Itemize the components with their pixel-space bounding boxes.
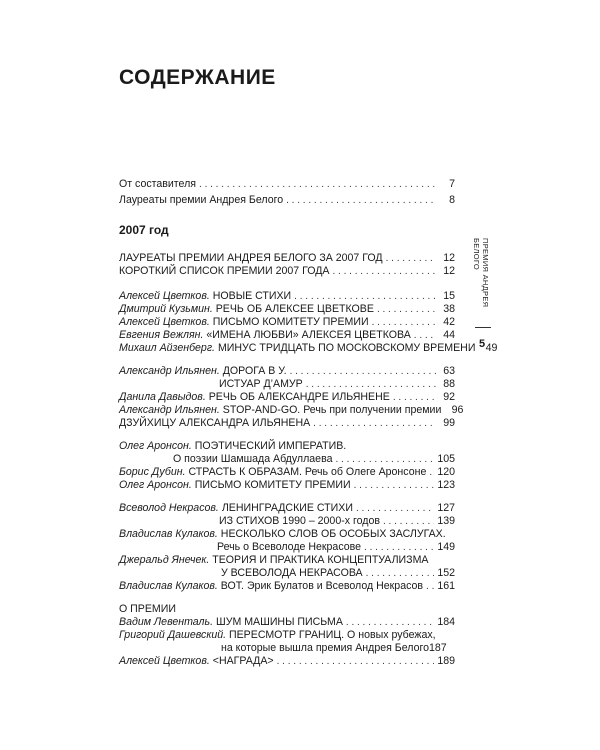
toc-page-number: 38 — [443, 303, 455, 315]
section-heading: 2007 год — [119, 223, 169, 237]
toc-entry-title: НЕСКОЛЬКО СЛОВ ОБ ОСОБЫХ ЗАСЛУГАХ. — [217, 528, 446, 540]
toc-group — [119, 440, 455, 492]
toc-entry-title: ЛЕНИНГРАДСКИЕ СТИХИ — [218, 502, 353, 514]
leader-dots — [386, 252, 436, 265]
toc-entry-title: МИНУС ТРИДЦАТЬ ПО МОСКОВСКОМУ ВРЕМЕНИ — [215, 342, 476, 354]
toc-entry[interactable] — [119, 616, 455, 629]
toc-entry[interactable] — [119, 265, 455, 278]
running-head-rule — [475, 327, 491, 328]
leader-dots — [372, 316, 436, 329]
toc-page-number: 149 — [437, 541, 455, 553]
toc-entry[interactable] — [119, 453, 455, 466]
toc-entry[interactable] — [119, 567, 455, 580]
leader-dots — [364, 541, 434, 554]
leader-dots — [335, 453, 434, 466]
toc-entry-author: Алексей Цветков. — [119, 655, 210, 667]
toc-entry-author: Александр Ильянен. — [119, 365, 220, 377]
toc-entry-title: ИСТУАР Д’АМУР — [219, 378, 303, 390]
toc-group-heading — [119, 603, 455, 616]
toc-entry-title: ПОЭТИЧЕСКИЙ ИМПЕРАТИВ. — [191, 440, 347, 452]
toc-entry[interactable] — [119, 417, 455, 430]
toc-group — [119, 365, 464, 430]
toc-page-number: 189 — [437, 655, 455, 667]
toc-entry[interactable] — [119, 541, 455, 554]
toc-page-number: 44 — [443, 329, 455, 341]
toc-entry-title: ВОТ. Эрик Булатов и Всеволод Некрасов — [217, 580, 424, 592]
toc-page-number: 42 — [443, 316, 455, 328]
toc-entry-title: СТРАСТЬ К ОБРАЗАМ. Речь об Олеге Аронсоне — [185, 466, 427, 478]
toc-entry-title: <НАГРАДА> — [209, 655, 274, 667]
toc-entry[interactable] — [119, 479, 455, 492]
toc-entry-title: ИЗ СТИХОВ 1990 – 2000-х годов — [219, 515, 380, 527]
toc-page-number: 63 — [443, 365, 455, 377]
leader-dots — [366, 567, 435, 580]
leader-dots — [290, 365, 436, 378]
leader-dots — [199, 178, 436, 191]
leader-dots — [294, 290, 436, 303]
toc-entry-title: ДЗУЙХИЦУ АЛЕКСАНДРА ИЛЬЯНЕНА — [119, 417, 311, 429]
toc-entry-author: Алексей Цветков. — [119, 316, 210, 328]
toc-entry[interactable] — [119, 440, 455, 453]
toc-page-number: 8 — [449, 194, 455, 206]
page-title: СОДЕРЖАНИЕ — [119, 66, 276, 89]
toc-group — [119, 502, 455, 593]
toc-entry-title: РЕЧЬ ОБ АЛЕКСЕЕ ЦВЕТКОВЕ — [212, 303, 374, 315]
toc-entry-title: ПИСЬМО КОМИТЕТУ ПРЕМИИ — [191, 479, 351, 491]
toc-entry-author: Александр Ильянен. — [119, 404, 220, 416]
toc-entry[interactable] — [119, 378, 455, 391]
toc-entry[interactable] — [119, 502, 455, 515]
toc-group-heading-text: О ПРЕМИИ — [119, 603, 176, 615]
toc-entry-title: ТЕОРИЯ И ПРАКТИКА КОНЦЕПТУАЛИЗМА — [209, 554, 429, 566]
toc-entry-title: Речь о Всеволоде Некрасове — [217, 541, 362, 553]
toc-entry-title: От составителя — [119, 178, 197, 190]
toc-entry-author: Евгения Вежлян. — [119, 329, 204, 341]
toc-front — [119, 178, 455, 207]
leader-dots — [332, 265, 436, 278]
toc-entry-author: Владислав Кулаков. — [119, 528, 218, 540]
toc-entry-title: У ВСЕВОЛОДА НЕКРАСОВА — [221, 567, 363, 579]
toc-entry-title: ПЕРЕСМОТР ГРАНИЦ. О новых рубежах, — [226, 629, 436, 641]
toc-page-number: 161 — [437, 580, 455, 592]
toc-entry[interactable] — [119, 466, 455, 479]
toc-entry-author: Дмитрий Кузьмин. — [119, 303, 213, 315]
toc-page-number: 12 — [443, 252, 455, 264]
toc-entry-title: РЕЧЬ ОБ АЛЕКСАНДРЕ ИЛЬЯНЕНЕ — [205, 391, 390, 403]
toc-entry[interactable] — [119, 194, 455, 207]
toc-entry-author: Григорий Дашевский. — [119, 629, 227, 641]
leader-dots — [414, 329, 436, 342]
toc-entry[interactable] — [119, 629, 455, 642]
toc-entry[interactable] — [119, 290, 455, 303]
leader-dots — [356, 502, 434, 515]
leader-dots — [426, 580, 434, 593]
toc-entry-author: Всеволод Некрасов. — [119, 502, 219, 514]
toc-entry-title: ДОРОГА В У. — [219, 365, 287, 377]
toc-page-number: 152 — [437, 567, 455, 579]
toc-entry-title: Лауреаты премии Андрея Белого — [119, 194, 284, 206]
toc-entry-title: НОВЫЕ СТИХИ — [209, 290, 292, 302]
leader-dots — [393, 391, 436, 404]
toc-entry-author: Олег Аронсон. — [119, 479, 192, 491]
toc-entry-title: «ИМЕНА ЛЮБВИ» АЛЕКСЕЯ ЦВЕТКОВА — [203, 329, 411, 341]
toc-page-number: 187 — [429, 642, 447, 654]
running-head: ПРЕМИЯ АНДРЕЯ БЕЛОГО — [472, 238, 490, 308]
toc-entry[interactable] — [119, 580, 455, 593]
leader-dots — [429, 466, 434, 479]
toc-page-number: 12 — [443, 265, 455, 277]
toc-entry[interactable] — [119, 342, 498, 355]
toc-page-number: 96 — [451, 404, 464, 416]
toc-entry[interactable] — [119, 404, 464, 417]
toc-entry-title: КОРОТКИЙ СПИСОК ПРЕМИИ 2007 ГОДА — [119, 265, 330, 277]
toc-entry-title: О поэзии Шамшада Абдуллаева — [173, 453, 333, 465]
toc-entry[interactable] — [119, 365, 455, 378]
toc-page-number: 7 — [449, 178, 455, 190]
toc-entry[interactable] — [119, 655, 455, 668]
toc-entry[interactable] — [119, 391, 455, 404]
toc-page-number: 123 — [437, 479, 455, 491]
toc-page-number: 120 — [437, 466, 455, 478]
toc-group — [119, 290, 498, 355]
leader-dots — [377, 303, 436, 316]
toc-entry-author: Олег Аронсон. — [119, 440, 192, 452]
toc-entry-title: ЛАУРЕАТЫ ПРЕМИИ АНДРЕЯ БЕЛОГО ЗА 2007 ГОД — [119, 252, 383, 264]
toc-entry-author: Вадим Левенталь. — [119, 616, 214, 628]
toc-group — [119, 252, 455, 278]
toc-entry-author: Михаил Айзенберг. — [119, 342, 215, 354]
leader-dots — [354, 479, 435, 492]
toc-entry-title: STOP-AND-GO. Речь при получении премии — [219, 404, 442, 416]
toc-group — [119, 603, 455, 668]
toc-entry-author: Алексей Цветков. — [119, 290, 210, 302]
toc-entry[interactable] — [119, 642, 455, 655]
toc-page-number: 105 — [437, 453, 455, 465]
toc-entry[interactable] — [119, 528, 455, 541]
toc-entry-title: на которые вышла премия Андрея Белого — [221, 642, 429, 654]
toc-entry-author: Данила Давыдов. — [119, 391, 206, 403]
leader-dots — [306, 378, 436, 391]
toc-page-number: 15 — [443, 290, 455, 302]
toc-page-number: 184 — [437, 616, 455, 628]
toc-entry-author: Джеральд Янечек. — [119, 554, 210, 566]
toc-entry[interactable] — [119, 252, 455, 265]
toc-entry-author: Владислав Кулаков. — [119, 580, 218, 592]
leader-dots — [346, 616, 434, 629]
leader-dots — [277, 655, 435, 668]
toc-entry[interactable] — [119, 303, 455, 316]
leader-dots — [286, 194, 436, 207]
leader-dots — [313, 417, 436, 430]
toc-page-number: 92 — [443, 391, 455, 403]
toc-page-number: 49 — [485, 342, 498, 354]
toc-entry[interactable] — [119, 554, 455, 567]
toc-entry[interactable] — [119, 178, 455, 191]
toc-entry[interactable] — [119, 329, 455, 342]
page-number: 5 — [479, 338, 486, 350]
toc-entry-author: Борис Дубин. — [119, 466, 186, 478]
toc-entry[interactable] — [119, 515, 455, 528]
toc-page-number: 139 — [437, 515, 455, 527]
toc-page-number: 88 — [443, 378, 455, 390]
leader-dots — [383, 515, 434, 528]
toc-page-number: 127 — [437, 502, 455, 514]
toc-entry-title: ШУМ МАШИНЫ ПИСЬМА — [213, 616, 343, 628]
toc-entry[interactable] — [119, 316, 455, 329]
toc-page-number: 99 — [443, 417, 455, 429]
toc-entry-title: ПИСЬМО КОМИТЕТУ ПРЕМИИ — [209, 316, 369, 328]
